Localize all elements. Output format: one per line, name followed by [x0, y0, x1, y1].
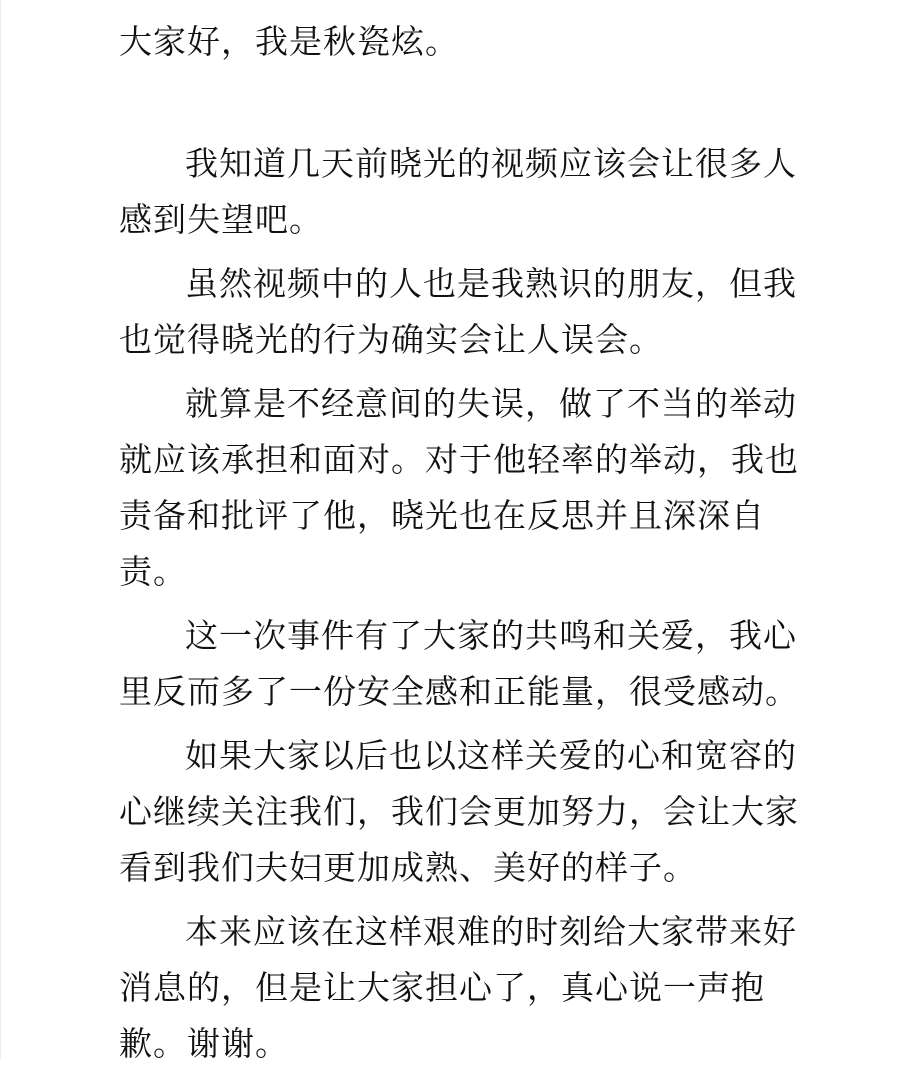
greeting-line: 大家好，我是秋瓷炫。 — [119, 22, 459, 61]
paragraph-3: 就算是不经意间的失误，做了不当的举动就应该承担和面对。对于他轻率的举动，我也责备和批评了他，晓光也在反思并且深深自责。 — [119, 384, 799, 591]
paragraph-6: 本来应该在这样艰难的时刻给大家带来好消息的，但是让大家担心了，真心说一声抱歉。谢谢。 — [119, 912, 797, 1063]
paragraph-5: 如果大家以后也以这样关爱的心和宽容的心继续关注我们，我们会更加努力，会让大家看到我们夫妇更加成熟、美好的样子。 — [119, 736, 799, 887]
paragraph-2: 虽然视频中的人也是我熟识的朋友，但我也觉得晓光的行为确实会让人误会。 — [119, 264, 797, 359]
paragraph-1: 我知道几天前晓光的视频应该会让很多人感到失望吧。 — [119, 144, 797, 239]
statement-text — [119, 14, 799, 1080]
paragraph-4: 这一次事件有了大家的共鸣和关爱，我心里反而多了一份安全感和正能量，很受感动。 — [119, 616, 799, 711]
